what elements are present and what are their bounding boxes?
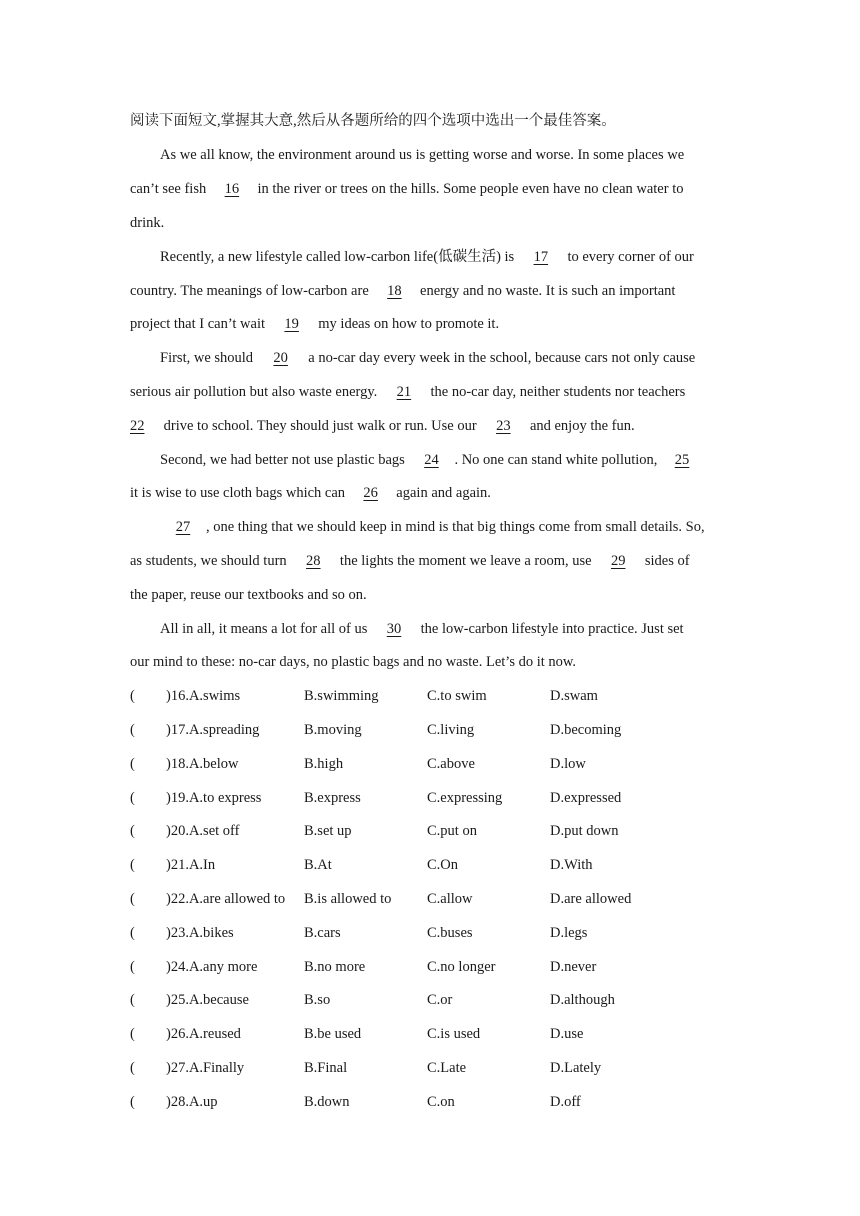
option-b: B.be used [304,1026,362,1042]
option-b: B.is allowed to [304,891,392,907]
option-b: B.set up [304,823,352,839]
option-d: D.are allowed [550,891,632,907]
text: All in all, it means a lot for all of us [160,621,372,637]
p1-line-2 [130,179,730,199]
option-b: B.express [304,790,361,806]
p1-line-1: As we all know, the environment around us is getting worse and worse. In some places we [160,147,685,163]
question-row [130,1092,730,1112]
option-c: C.On [427,857,459,873]
option-c: C.is used [427,1026,481,1042]
option-c: C.allow [427,891,473,907]
p2-line-3 [130,314,730,334]
p4-line-1 [160,450,730,470]
text: , one thing that we should keep in mind is that big things come from small details. So, [206,519,705,535]
blank-27: 27 [175,519,191,535]
text: the no-car day, neither students nor teachers [426,384,686,400]
option-b: B.no more [304,959,366,975]
option-c: C.to swim [427,688,487,704]
option-a: )17.A.spreading [166,722,260,738]
blank-17: 17 [533,249,549,265]
answer-paren: ( [130,790,135,806]
text: Recently, a new lifestyle called low-carbon life(低碳生活) is [160,249,518,265]
text: can’t see fish [130,181,210,197]
text: serious air pollution but also waste energy. [130,384,381,400]
blank-21: 21 [396,384,412,400]
option-c: C.Late [427,1060,467,1076]
text: and enjoy the fun. [526,418,635,434]
option-a: )24.A.any more [166,959,258,975]
option-d: D.low [550,756,586,772]
answer-paren: ( [130,925,135,941]
option-a: )23.A.bikes [166,925,234,941]
option-b: B.At [304,857,332,873]
question-row [130,923,730,943]
answer-paren: ( [130,891,135,907]
question-row [130,686,730,706]
option-d: D.becoming [550,722,622,738]
option-d: D.With [550,857,593,873]
option-d: D.use [550,1026,584,1042]
option-d: D.put down [550,823,619,839]
answer-paren: ( [130,857,135,873]
question-row [130,1058,730,1078]
answer-paren: ( [130,1060,135,1076]
option-c: C.buses [427,925,473,941]
text: my ideas on how to promote it. [314,316,500,332]
text: country. The meanings of low-carbon are [130,283,373,299]
question-row [130,855,730,875]
text: as students, we should turn [130,553,291,569]
option-c: C.expressing [427,790,503,806]
option-a: )16.A.swims [166,688,241,704]
answer-paren: ( [130,1026,135,1042]
option-b: B.down [304,1094,350,1110]
question-row [130,720,730,740]
blank-23: 23 [496,418,511,434]
option-a: )18.A.below [166,756,239,772]
p3-line-2 [130,382,730,402]
option-b: B.swimming [304,688,379,704]
question-row [130,1024,730,1044]
answer-paren: ( [130,688,135,704]
option-b: B.moving [304,722,362,738]
question-row [130,889,730,909]
answer-paren: ( [130,756,135,772]
option-c: C.on [427,1094,455,1110]
text: in the river or trees on the hills. Some people even have no clean water to [253,181,684,197]
option-a: )25.A.because [166,992,249,1008]
blank-25: 25 [674,452,690,468]
text: sides of [641,553,690,569]
text: project that I can’t wait [130,316,269,332]
question-row [130,788,730,808]
p3-line-1 [160,348,730,368]
answer-paren: ( [130,959,135,975]
text: to every corner of our [563,249,694,265]
option-a: )22.A.are allowed to [166,891,286,907]
option-a: )28.A.up [166,1094,218,1110]
text: drive to school. They should just walk or run. Use our [160,418,481,434]
answer-paren: ( [130,722,135,738]
answer-paren: ( [130,1094,135,1110]
option-b: B.Final [304,1060,348,1076]
option-b: B.cars [304,925,341,941]
blank-19: 19 [284,316,299,332]
p1-line-3: drink. [130,215,165,231]
p3-line-3 [130,416,730,436]
question-row [130,990,730,1010]
text: the low-carbon lifestyle into practice. Just set [417,621,684,637]
option-c: C.or [427,992,453,1008]
p2-line-2 [130,281,730,301]
p2-line-1 [160,247,730,267]
option-a: )26.A.reused [166,1026,241,1042]
text: First, we should [160,350,257,366]
blank-20: 20 [273,350,288,366]
option-a: )21.A.In [166,857,216,873]
p4-line-2 [130,483,730,503]
question-row [130,821,730,841]
p5-line-3: the paper, reuse our textbooks and so on. [130,587,367,603]
text: the lights the moment we leave a room, use [336,553,596,569]
text: a no-car day every week in the school, because cars not only cause [304,350,696,366]
option-d: D.never [550,959,597,975]
option-d: D.although [550,992,615,1008]
blank-30: 30 [386,621,402,637]
blank-18: 18 [387,283,402,299]
option-b: B.so [304,992,331,1008]
question-row [130,754,730,774]
question-row [130,957,730,977]
option-a: )27.A.Finally [166,1060,245,1076]
text: again and again. [392,485,491,501]
p5-line-1 [160,517,730,537]
option-a: )20.A.set off [166,823,240,839]
p6-line-1 [160,619,730,639]
text: Second, we had better not use plastic bags [160,452,409,468]
option-d: D.legs [550,925,588,941]
text: it is wise to use cloth bags which can [130,485,349,501]
text: energy and no waste. It is such an important [416,283,676,299]
answer-paren: ( [130,823,135,839]
option-d: D.Lately [550,1060,602,1076]
blank-26: 26 [363,485,378,501]
answer-paren: ( [130,992,135,1008]
blank-22: 22 [130,418,145,434]
option-d: D.swam [550,688,598,704]
option-a: )19.A.to express [166,790,262,806]
option-d: D.off [550,1094,581,1110]
option-c: C.put on [427,823,477,839]
option-b: B.high [304,756,344,772]
instruction-text: 阅读下面短文,掌握其大意,然后从各题所给的四个选项中选出一个最佳答案。 [130,113,616,129]
blank-29: 29 [610,553,626,569]
option-c: C.above [427,756,475,772]
blank-24: 24 [424,452,439,468]
p5-line-2 [130,551,730,571]
blank-28: 28 [306,553,321,569]
p6-line-2: our mind to these: no-car days, no plastic bags and no waste. Let’s do it now. [130,654,577,670]
option-c: C.living [427,722,475,738]
option-c: C.no longer [427,959,496,975]
text: . No one can stand white pollution, [454,452,662,468]
blank-16: 16 [224,181,240,197]
option-d: D.expressed [550,790,622,806]
